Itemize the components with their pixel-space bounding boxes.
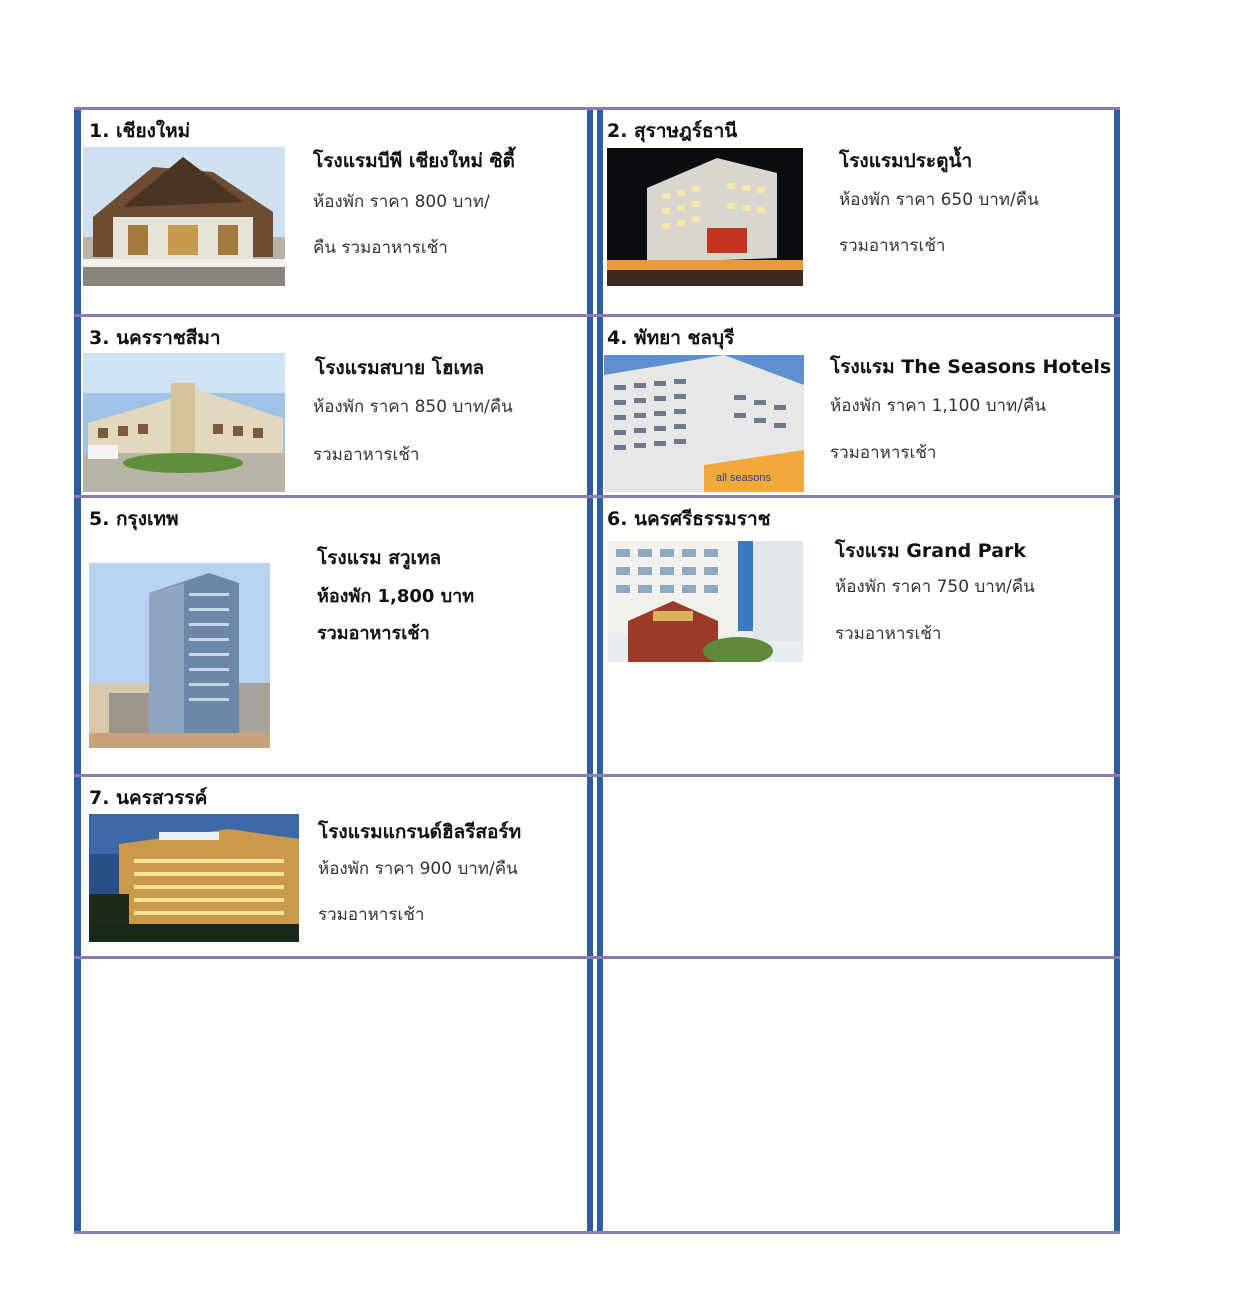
hotel-cell-1 [81,110,587,314]
hotel-photo-7 [89,814,299,942]
hotel-cell-2 [603,110,1114,314]
hotel-name: โรงแรมประตูน้ำ [839,150,973,172]
table-center-border-left [587,107,593,1234]
table-left-border [74,107,81,1234]
hotel-name: โรงแรม The Seasons Hotels [830,356,1112,378]
hotel-photo-3 [83,353,285,492]
empty-cell [81,959,587,1231]
hotel-photo-4 [604,355,804,492]
breakfast-note: รวมอาหารเช้า [830,443,937,463]
breakfast-note: รวมอาหารเช้า [835,624,942,644]
cell-title: 6. นครศรีธรรมราช [607,508,771,530]
breakfast-note: รวมอาหารเช้า [318,905,425,925]
room-price: ห้องพัก ราคา 900 บาท/คืน [318,859,518,879]
cell-title: 7. นครสวรรค์ [89,787,208,809]
hotel-name: โรงแรมสบาย โฮเทล [315,357,485,379]
hotel-photo-2 [607,148,803,286]
hotel-name: โรงแรม สวูเทล [317,547,442,569]
room-price: ห้องพัก ราคา 650 บาท/คืน [839,190,1039,210]
hotel-cell-7 [81,777,587,956]
hotel-photo-1 [83,147,285,286]
hotel-cell-5 [81,498,587,774]
hotel-table [74,107,1120,1234]
hotel-name: โรงแรมบีพี เชียงใหม่ ซิตี้ [313,150,515,172]
empty-cell [603,959,1114,1231]
hotel-name: โรงแรมแกรนด์ฮิลรีสอร์ท [318,821,522,843]
hotel-cell-6 [603,498,1114,774]
room-price: ห้องพัก ราคา 1,100 บาท/คืน [830,396,1046,416]
breakfast-note: รวมอาหารเช้า [313,445,420,465]
breakfast-note: รวมอาหารเช้า [839,236,946,256]
hotel-name: โรงแรม Grand Park [835,540,1027,562]
hotel-cell-3 [81,317,587,495]
row-divider-bottom [74,1231,1120,1234]
room-price: ห้องพัก 1,800 บาท [317,586,475,607]
hotel-photo-6 [608,541,803,662]
cell-title: 5. กรุงเทพ [89,508,179,530]
cell-title: 2. สุราษฎร์ธานี [607,120,738,142]
cell-title: 3. นครราชสีมา [89,327,221,349]
hotel-cell-4 [603,317,1114,495]
room-price: ห้องพัก ราคา 850 บาท/คืน [313,397,513,417]
empty-cell [603,777,1114,956]
hotel-photo-5 [89,563,270,748]
cell-title: 4. พัทยา ชลบุรี [607,327,735,349]
cell-title: 1. เชียงใหม่ [89,120,191,142]
room-price: ห้องพัก ราคา 800 บาท/ [313,192,490,212]
sign-text: all seasons [716,472,772,484]
room-price: ห้องพัก ราคา 750 บาท/คืน [835,577,1035,597]
table-right-border [1114,107,1120,1234]
breakfast-note: รวมอาหารเช้า [317,623,430,644]
breakfast-note: คืน รวมอาหารเช้า [313,238,448,258]
